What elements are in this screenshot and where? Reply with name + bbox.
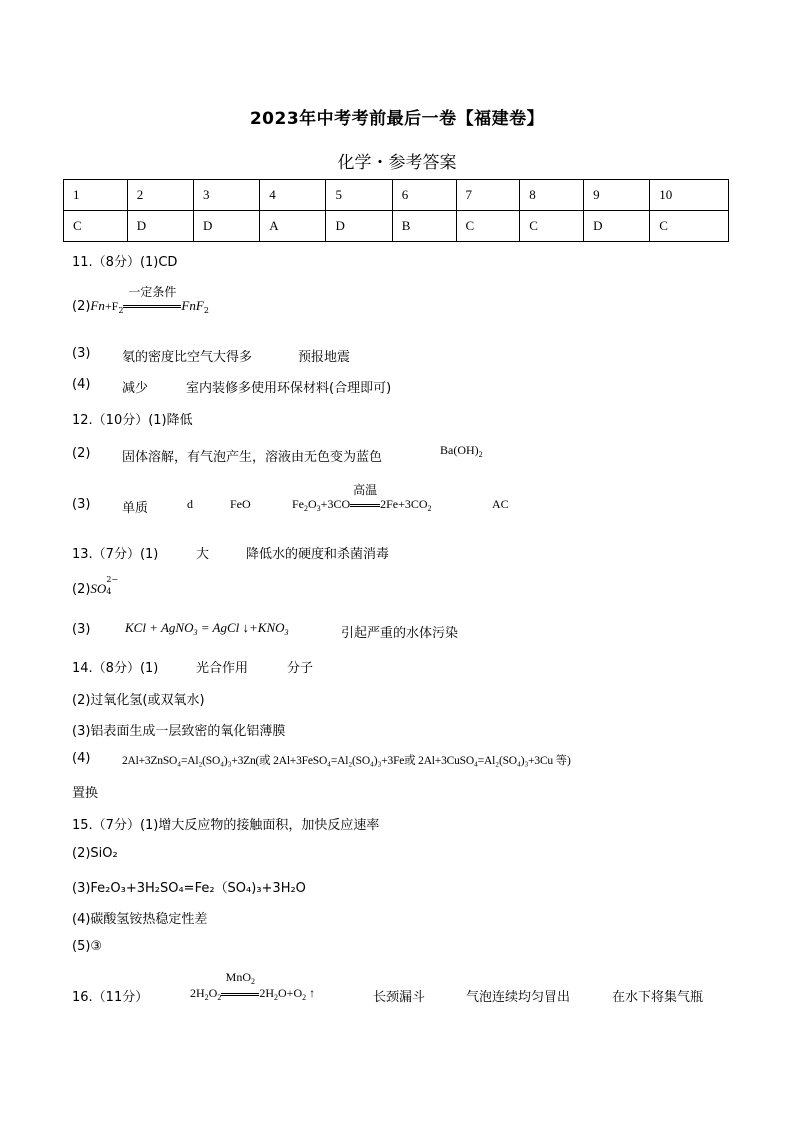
q12-part2-answer-a: 固体溶解，有气泡产生，溶液由无色变为蓝色 — [122, 450, 383, 465]
page-title: 2023年中考考前最后一卷【福建卷】 — [249, 109, 545, 129]
q16-reaction-arrow — [221, 970, 259, 1001]
q12-part3-answer-c: FeO — [230, 497, 251, 511]
q15-header: 15.（7分）(1)增大反应物的接触面积，加快反应速率 — [72, 818, 380, 833]
q11-reaction-condition: 一定条件 — [128, 285, 177, 299]
question-number-cell: 10 — [650, 180, 729, 211]
q16-equation: $2H_2O_2$ MnO$_2$ $2H_2O+O_2$ ↑ — [190, 970, 316, 1002]
answer-cell: D — [326, 211, 392, 242]
q13-part3-label: (3) — [72, 622, 91, 637]
q14-part2: (2)过氧化氢(或双氧水) — [72, 693, 205, 708]
answer-cell: C — [64, 211, 128, 242]
q16-answer-b: 气泡连续均匀冒出 — [466, 990, 571, 1005]
q12-part3-answer-b: d — [187, 497, 193, 511]
answer-table — [63, 179, 729, 242]
q11-part2-plus: +F — [104, 299, 119, 313]
q14-part4-answer-b: 置换 — [72, 786, 99, 801]
q11-part4-label: (4) — [72, 377, 91, 392]
q14-part4-equation: 2Al+3ZnSO₄=Al₂(SO₄)₃+3Zn(或 2Al+3FeSO₄=Al₂(SO₄)₃+3Fe或 2Al+3CuSO₄=Al₂(SO₄)₃+3Cu 等) — [122, 755, 571, 767]
q13-part3-equation: KCl + AgNO$_3$ = AgCl $↓+KNO_3$ — [125, 620, 289, 637]
q12-part3-label: (3) — [72, 497, 91, 512]
q12-reaction-arrow — [350, 483, 380, 512]
q16-gas-arrow: ↑ — [309, 986, 316, 1000]
q11-part2-reactant: Fn — [90, 298, 105, 313]
answer-cell: D — [127, 211, 193, 242]
answer-cell: D — [194, 211, 260, 242]
q11-part4-answer-a: 减少 — [122, 381, 149, 396]
q13-part1-answer-b: 降低水的硬度和杀菌消毒 — [246, 547, 390, 562]
q15-part4: (4)碳酸氢铵热稳定性差 — [72, 912, 208, 927]
answer-table-answer-row — [64, 211, 729, 242]
q14-part1-answer-b: 分子 — [287, 661, 314, 676]
answer-cell: B — [392, 211, 456, 242]
q13-header: 13.（7分）(1) — [72, 547, 159, 562]
q16-answer-c: 在水下将集气瓶 — [612, 990, 704, 1005]
q12-part3-equation: $Fe_2O_3+3CO$ 高温 $2Fe+3CO_2$ — [292, 483, 432, 513]
q13-part2-charge: 2− — [106, 575, 119, 584]
q14-part1-answer-a: 光合作用 — [196, 661, 249, 676]
q13-part2: (2)SO 2− 4 — [72, 575, 119, 597]
question-number-cell: 1 — [64, 180, 128, 211]
q16-eq-right: 2H — [259, 986, 275, 1000]
answer-table-number-row — [64, 180, 729, 211]
q14-header: 14.（8分）(1) — [72, 661, 159, 676]
q16-answer-a: 长颈漏斗 — [373, 990, 426, 1005]
q12-part2-answer-b: $Ba(OH)_2$ — [440, 443, 483, 459]
q14-part4-label: (4) — [72, 751, 91, 766]
question-number-cell: 7 — [456, 180, 520, 211]
answer-cell: C — [650, 211, 729, 242]
question-number-cell: 5 — [326, 180, 392, 211]
q12-reaction-condition: 高温 — [353, 483, 378, 497]
q11-part2-product: FnF — [181, 298, 204, 313]
q12-header: 12.（10分）(1)降低 — [72, 413, 193, 428]
answer-cell: C — [520, 211, 584, 242]
q14-part3: (3)铝表面生成一层致密的氧化铝薄膜 — [72, 724, 286, 739]
q16-eq-right2: O+O — [278, 986, 303, 1000]
q13-part1-answer-a: 大 — [196, 547, 210, 562]
q12-part3-answer-a: 单质 — [122, 501, 149, 516]
question-number-cell: 2 — [127, 180, 193, 211]
q16-eq-left: 2H — [190, 986, 205, 1000]
q11-part3-answer-a: 氡的密度比空气大得多 — [122, 350, 253, 365]
question-number-cell: 8 — [520, 180, 584, 211]
q12-part3-answer-d: AC — [492, 497, 509, 511]
q11-header: 11.（8分）(1)CD — [72, 255, 178, 270]
q11-reaction-arrow — [123, 285, 181, 314]
q13-part3-answer-b: 引起严重的水体污染 — [341, 626, 459, 641]
q15-part3: (3)Fe₂O₃+3H₂SO₄=Fe₂（SO₄)₃+3H₂O — [72, 881, 306, 896]
question-number-cell: 3 — [194, 180, 260, 211]
q12-part2-label: (2) — [72, 446, 91, 461]
q12-eq-right: 2Fe+3CO — [380, 497, 428, 511]
q13-part2-label: (2) — [72, 582, 91, 597]
answer-cell: C — [456, 211, 520, 242]
q15-part5: (5)③ — [72, 939, 103, 954]
q11-part4-answer-b: 室内装修多使用环保材料(合理即可) — [186, 381, 392, 396]
answer-cell: A — [260, 211, 326, 242]
q11-part3-answer-b: 预报地震 — [298, 350, 351, 365]
q16-reaction-condition: MnO$_2$ — [225, 970, 256, 986]
page-subtitle: 化学・参考答案 — [337, 153, 457, 173]
question-number-cell: 4 — [260, 180, 326, 211]
q11-part2-label: (2) — [72, 299, 91, 314]
q13-part2-ion: SO — [90, 581, 107, 596]
q16-header: 16.（11分） — [72, 990, 149, 1005]
q11-part2: $(2)Fn+F_2$ 一定条件 FnF$_2$ — [72, 285, 209, 315]
q11-part3-label: (3) — [72, 346, 91, 361]
question-number-cell: 6 — [392, 180, 456, 211]
q15-part2: (2)SiO₂ — [72, 846, 118, 861]
q12-eq-mid: +3CO — [320, 497, 351, 511]
q12-eq-left: Fe — [292, 497, 304, 511]
question-number-cell: 9 — [584, 180, 650, 211]
answer-cell: D — [584, 211, 650, 242]
